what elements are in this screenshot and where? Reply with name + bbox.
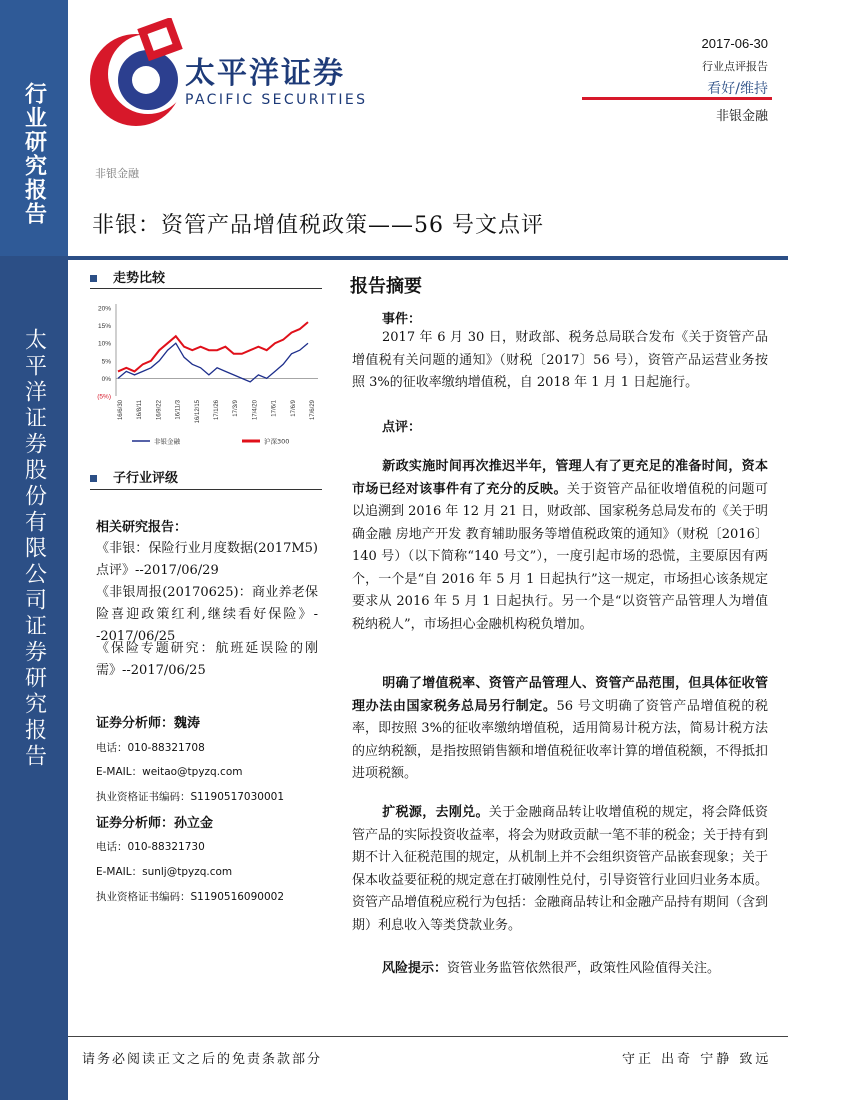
sidebar-label-company: 太平洋证券股份有限公司证券研究报告	[21, 328, 47, 770]
analyst-phone: 电话：010-88321708	[96, 742, 205, 754]
risk-paragraph	[352, 958, 768, 981]
related-report-item: 《保险专题研究：航班延误险的刚需》--2017/06/25	[96, 641, 318, 678]
analyst-email: E-MAIL：sunlj@tpyzq.com	[96, 866, 233, 878]
trend-section-heading	[90, 267, 165, 286]
x-tick-label: 16/11/3	[175, 400, 182, 420]
paragraph-text: 关于资管产品征收增值税的问题可以追溯到 2016 年 12 月 21 日，财政部、国家税务总局发布的《关于明确金融 房地产开发 教育辅助服务等增值税政策的通知》（财税〔2016〕140 号）（以下简称“140 号文”），一度引起市场的恐慌，主要原因有两个，一个是“自 2016 年 5 月 1 日起执行”这一规定，市场担心该条规定要求从 2016 年 5 月 1 日起执行。另一个是“以资管产品管理人为增值税纳税人”，市场担心金融机构税负增加。	[352, 481, 768, 632]
analyst-cert: 执业资格证书编码：S1190516090002	[96, 891, 285, 903]
legend-label: 沪深300	[264, 437, 290, 446]
paragraph-text: 56 号文明确了资管产品增值税的税率，即按照 3%的征收率缴纳增值税，适用简易计税方法，简易计税方法的应纳税额，是指按照销售额和增值税征收率计算的增值税额，不得抵扣进项税额。	[352, 698, 769, 781]
related-report-item: 《非银周报(20170625)：商业养老保险喜迎政策红利,继续看好保险》--2017/06/25	[96, 585, 318, 644]
title-divider	[68, 256, 788, 260]
y-tick-label: 5%	[101, 358, 111, 366]
sub-rating-section-heading	[90, 467, 178, 486]
logo-text-cn: 太平洋证券	[185, 56, 345, 91]
y-tick-label: 20%	[97, 305, 111, 313]
summary-heading: 报告摘要	[350, 276, 422, 297]
paragraph-lead: 明确了增值税率、资管产品管理人、资管产品范围，但具体征收管理办法由国家税务总局另行制定。	[352, 676, 768, 714]
x-tick-label: 17/4/20	[252, 400, 259, 421]
related-report-item: 《非银：保险行业月度数据(2017M5)点评》--2017/06/29	[96, 541, 318, 578]
risk-label: 风险提示：	[382, 961, 448, 976]
comment-paragraph-3	[352, 802, 768, 937]
sector-small-label: 非银金融	[95, 167, 139, 180]
related-reports-title: 相关研究报告：	[96, 520, 188, 535]
event-paragraph	[352, 327, 768, 395]
x-tick-label: 17/3/9	[233, 400, 240, 417]
x-tick-label: 16/9/22	[156, 400, 163, 421]
y-tick-label: 15%	[97, 323, 111, 331]
section-rule	[90, 288, 322, 289]
sub-rating-heading-text: 子行业评级	[113, 471, 179, 486]
x-tick-label: 16/6/30	[118, 400, 124, 421]
x-tick-label: 16/12/15	[194, 400, 201, 424]
report-type: 行业点评报告	[702, 60, 768, 73]
bullet-square-icon	[90, 275, 97, 282]
y-tick-label: (5%)	[97, 393, 111, 401]
trend-chart	[90, 296, 322, 451]
paragraph-text: 关于金融商品转让收增值税的规定，将会降低资管产品的实际投资收益率，将会为财政贡献一笔不菲的税金；关于持有到期不计入征税范围的规定，从机制上并不会组织资管产品嵌套现象；关于保本收益要征税的规定意在打破刚性兑付，引导资管行业回归业务本质。资管产品增值税应税行为包括：金融商品转让和金融产品持有期间（含到期）利息收入等类贷款业务。	[352, 805, 769, 933]
y-tick-label: 10%	[97, 340, 111, 348]
logo-text-en: PACIFIC SECURITIES	[185, 92, 368, 108]
analyst-name: 证券分析师：孙立金	[96, 816, 214, 831]
risk-text: 资管业务监管依然很严，政策性风险值得关注。	[447, 961, 721, 976]
series-line	[118, 322, 308, 371]
section-rule	[90, 489, 322, 490]
footer-divider	[68, 1036, 788, 1037]
sector-label: 非银金融	[715, 109, 768, 124]
x-tick-label: 17/6/29	[310, 400, 316, 421]
y-tick-label: 0%	[101, 375, 111, 383]
x-tick-label: 17/6/1	[271, 400, 278, 417]
comment-paragraph-2	[352, 673, 768, 786]
paragraph-lead: 新政实施时间再次推迟半年，管理人有了更充足的准备时间，资本市场已经对该事件有了充分的反映。	[352, 459, 768, 497]
x-tick-label: 16/8/11	[137, 400, 144, 420]
sidebar-label-report-type: 行业研究报告	[21, 82, 47, 226]
analyst-email: E-MAIL：weitao@tpyzq.com	[96, 766, 243, 778]
event-text: 2017 年 6 月 30 日，财政部、税务总局联合发布《关于资管产品增值税有关问题的通知》（财税〔2017〕56 号），资管产品运营业务按照 3%的征收率缴纳增值税，自 2018 年 1 月 1 日起施行。	[352, 330, 768, 390]
legend-label: 非银金融	[154, 437, 180, 446]
disclaimer-note: 请务必阅读正文之后的免责条款部分	[82, 1052, 323, 1067]
analyst-name: 证券分析师：魏涛	[96, 716, 201, 731]
analyst-phone: 电话：010-88321730	[96, 841, 205, 853]
report-date: 2017-06-30	[701, 36, 768, 51]
trend-heading-text: 走势比较	[113, 271, 166, 286]
company-motto: 守正 出奇 宁静 致远	[622, 1052, 772, 1067]
page-title: 非银：资管产品增值税政策——56 号文点评	[92, 213, 544, 238]
paragraph-lead: 扩税源，去刚兑。	[382, 805, 489, 820]
header-divider	[582, 97, 772, 100]
comment-paragraph-1	[352, 456, 768, 636]
x-tick-label: 17/6/9	[290, 400, 297, 417]
comment-label: 点评：	[382, 420, 422, 435]
x-tick-label: 17/1/26	[214, 400, 220, 421]
rating: 看好/维持	[707, 81, 768, 97]
event-label: 事件：	[382, 312, 422, 327]
bullet-square-icon	[90, 475, 97, 482]
analyst-cert: 执业资格证书编码：S1190517030001	[96, 791, 285, 803]
